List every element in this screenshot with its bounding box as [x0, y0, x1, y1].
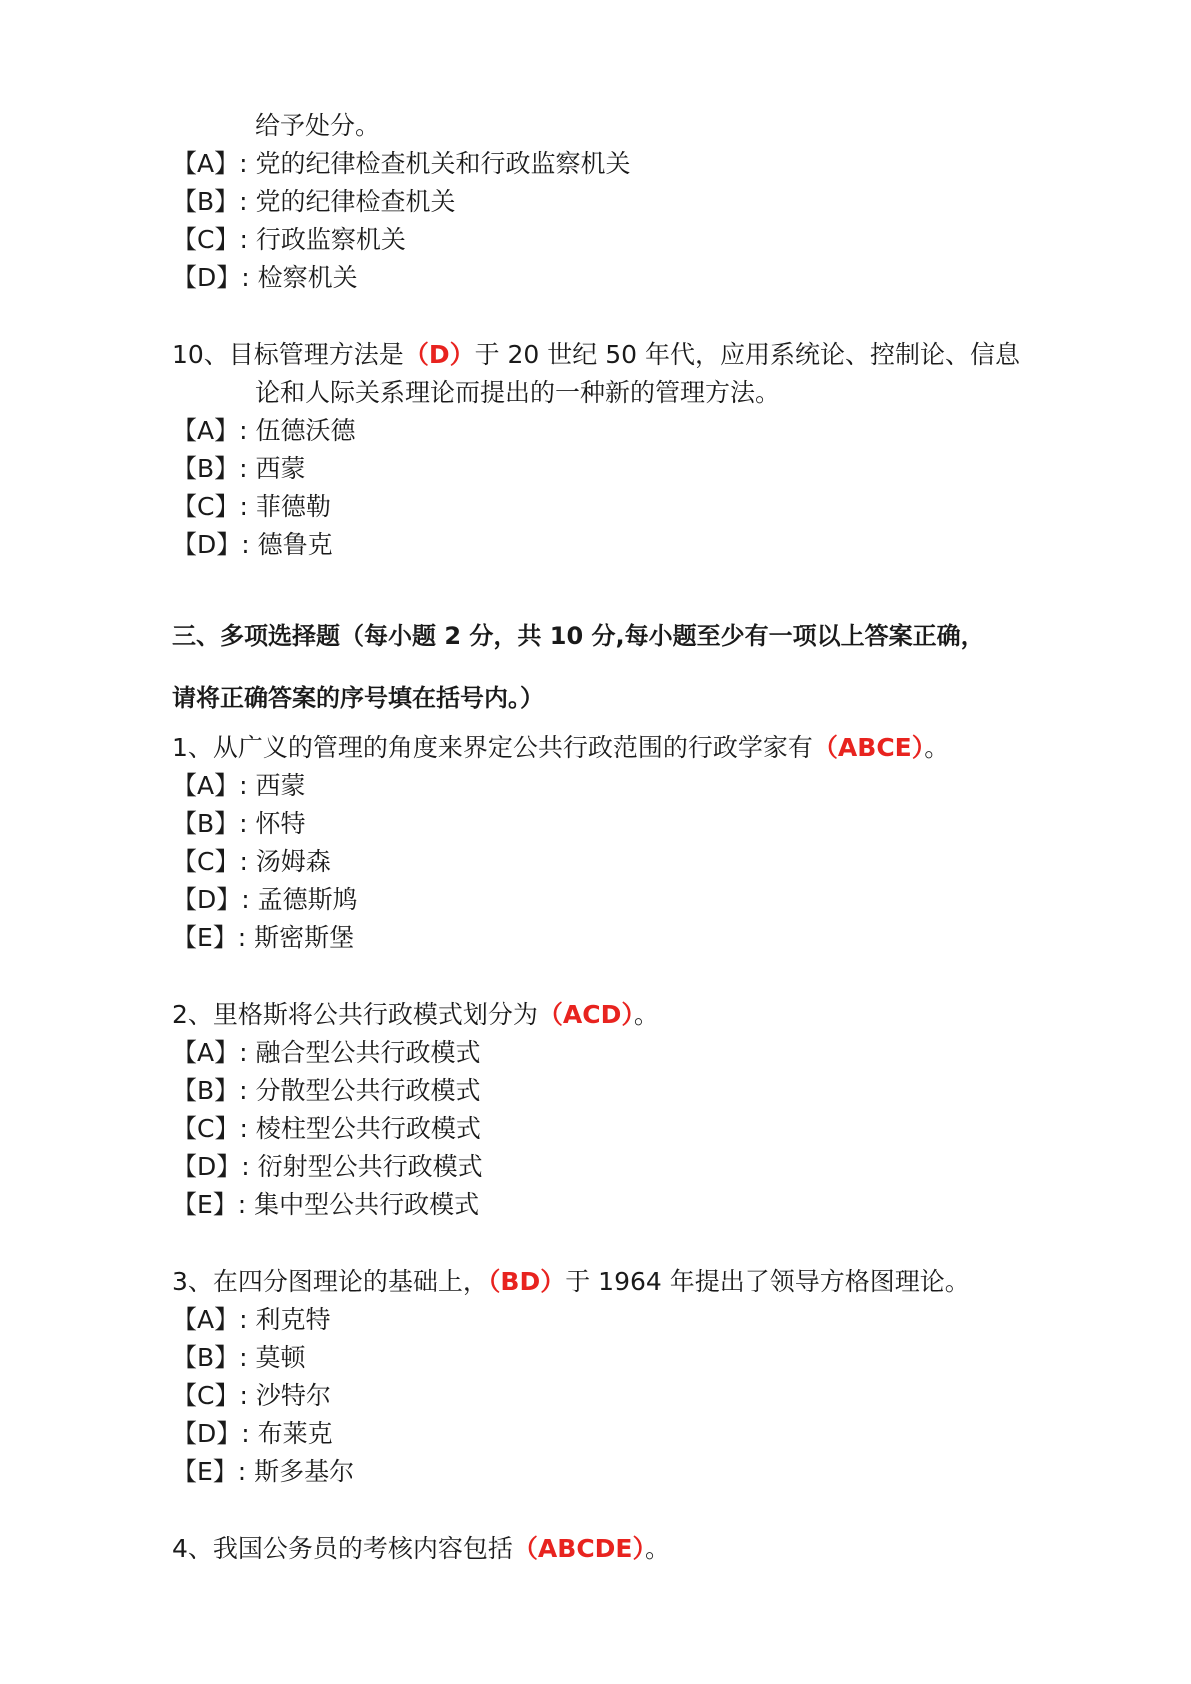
m3-option-e: 【E】: 斯多基尔	[172, 1457, 355, 1486]
m4-prefix: 4、我国公务员的考核内容包括	[172, 1534, 513, 1563]
m2-option-c: 【C】: 棱柱型公共行政模式	[172, 1114, 481, 1143]
m2-option-b: 【B】: 分散型公共行政模式	[172, 1076, 481, 1105]
q9-option-d: 【D】: 检察机关	[172, 263, 358, 292]
q9-option-c: 【C】: 行政监察机关	[172, 225, 406, 254]
m3-option-a: 【A】: 利克特	[172, 1305, 331, 1334]
q9-option-b: 【B】: 党的纪律检查机关	[172, 187, 456, 216]
m2-option-e: 【E】: 集中型公共行政模式	[172, 1190, 480, 1219]
q10-suffix: 于 20 世纪 50 年代，应用系统论、控制论、信息	[474, 340, 1020, 369]
q10-option-b: 【B】: 西蒙	[172, 454, 306, 483]
m3-option-d: 【D】: 布莱克	[172, 1419, 333, 1448]
q10-option-d: 【D】: 德鲁克	[172, 530, 333, 559]
m3-option-c: 【C】: 沙特尔	[172, 1381, 331, 1410]
q10-prefix: 10、目标管理方法是	[172, 340, 404, 369]
q10-answer: （D）	[403, 340, 475, 369]
q9-option-a: 【A】: 党的纪律检查机关和行政监察机关	[172, 149, 631, 178]
q10-option-a: 【A】: 伍德沃德	[172, 416, 356, 445]
m1-prefix: 1、从广义的管理的角度来界定公共行政范围的行政学家有	[172, 733, 813, 762]
m1-stem	[172, 730, 949, 766]
m2-suffix: 。	[633, 1000, 659, 1029]
m3-prefix: 3、在四分图理论的基础上，	[172, 1267, 488, 1296]
m1-option-d: 【D】: 孟德斯鸠	[172, 885, 358, 914]
q10-stem	[172, 337, 1020, 373]
m2-stem	[172, 997, 659, 1033]
m1-option-e: 【E】: 斯密斯堡	[172, 923, 355, 952]
section-heading-line1: 三、多项选择题（每小题 2 分，共 10 分,每小题至少有一项以上答案正确，	[172, 622, 985, 650]
m1-answer: （ABCE）	[812, 733, 925, 762]
section-heading-line2: 请将正确答案的序号填在括号内。）	[172, 684, 544, 712]
m1-option-a: 【A】: 西蒙	[172, 771, 306, 800]
m1-option-b: 【B】: 怀特	[172, 809, 306, 838]
m4-stem	[172, 1531, 670, 1567]
m3-stem	[172, 1264, 970, 1300]
m2-option-d: 【D】: 衍射型公共行政模式	[172, 1152, 483, 1181]
q9-continuation: 给予处分。	[255, 111, 381, 140]
q10-stem-line2: 论和人际关系理论而提出的一种新的管理方法。	[255, 378, 781, 407]
m3-suffix: 于 1964 年提出了领导方格图理论。	[565, 1267, 970, 1296]
m4-suffix: 。	[645, 1534, 671, 1563]
m2-option-a: 【A】: 融合型公共行政模式	[172, 1038, 481, 1067]
q10-option-c: 【C】: 菲德勒	[172, 492, 331, 521]
m3-answer: （BD）	[487, 1267, 566, 1296]
m4-answer: （ABCDE）	[512, 1534, 646, 1563]
m2-answer: （ACD）	[537, 1000, 634, 1029]
m3-option-b: 【B】: 莫顿	[172, 1343, 306, 1372]
m1-option-c: 【C】: 汤姆森	[172, 847, 331, 876]
m1-suffix: 。	[924, 733, 950, 762]
m2-prefix: 2、里格斯将公共行政模式划分为	[172, 1000, 538, 1029]
